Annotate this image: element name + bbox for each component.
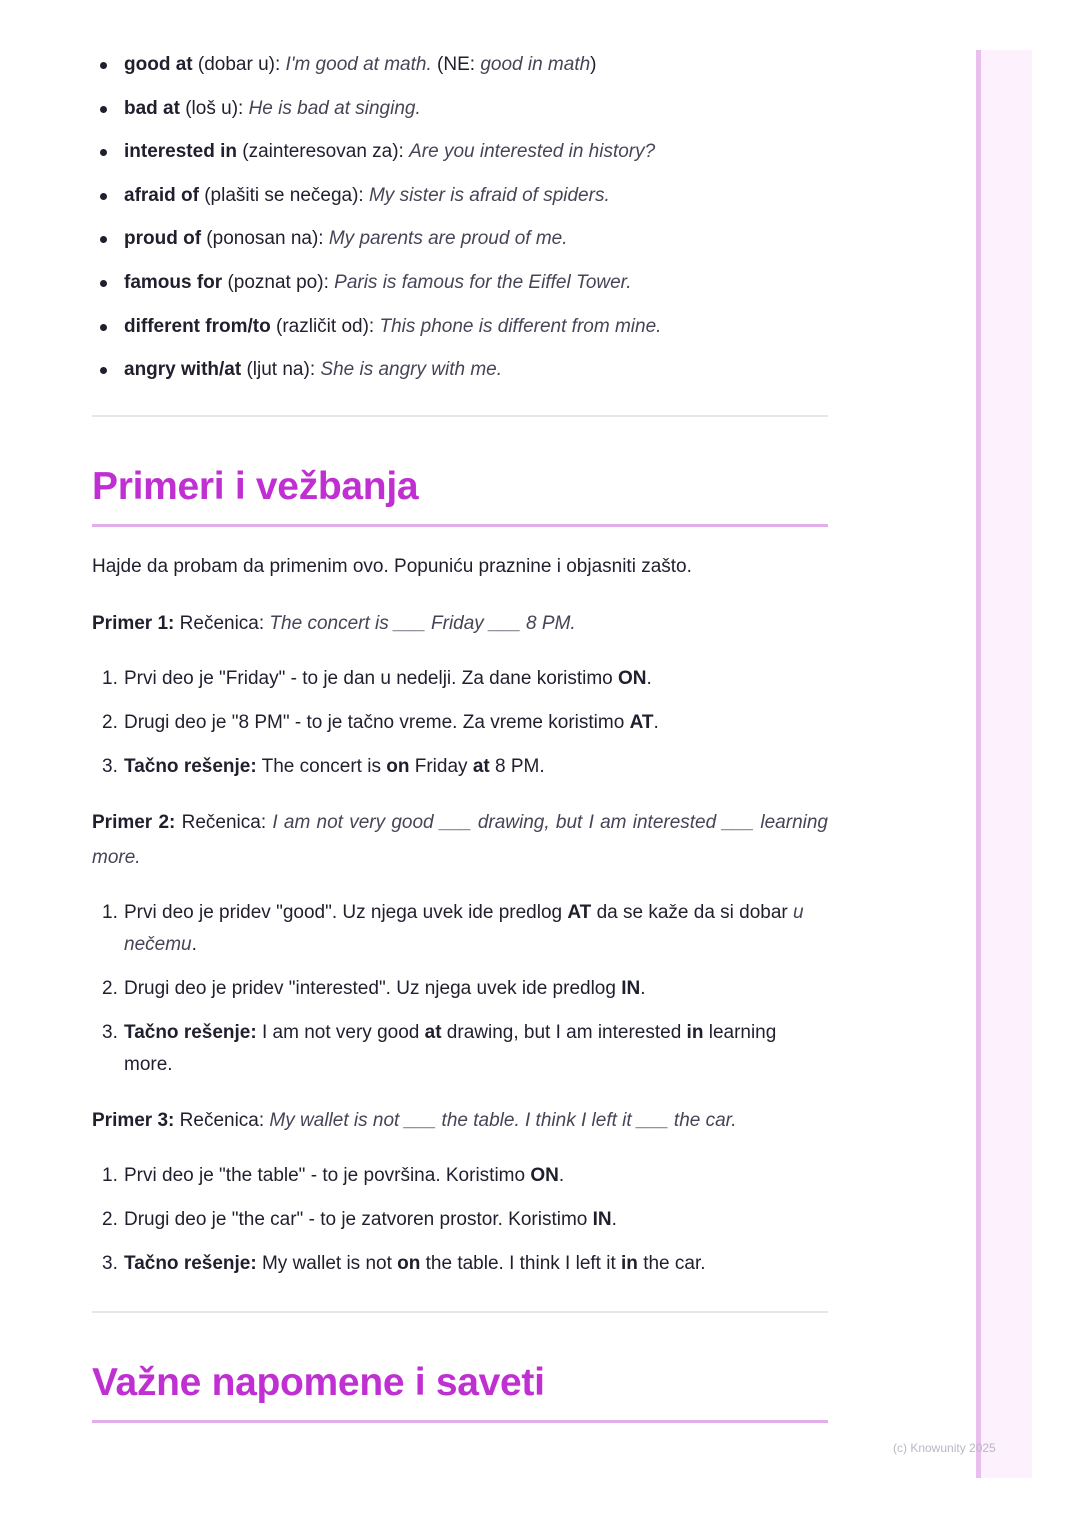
step-text: Prvi deo je pridev "good". Uz njega uvek ide predlog	[124, 902, 568, 924]
list-item	[92, 50, 828, 80]
sentence-text: My wallet is not ___ the table. I think I left it ___ the car.	[269, 1110, 737, 1132]
step-item	[92, 1248, 828, 1280]
step-text: da se kaže da si dobar	[591, 902, 794, 924]
step-number: 3.	[102, 756, 118, 778]
answer: ON	[530, 1165, 559, 1187]
intro-paragraph: Hajde da probam da primenim ovo. Popuniću praznine i objasniti zašto.	[92, 556, 692, 578]
answer: IN	[592, 1209, 612, 1231]
sentence-text: I am not very good ___ drawing, but I am interested ___ learning more.	[92, 812, 828, 869]
example-sentence	[92, 805, 828, 875]
term: afraid of	[124, 184, 199, 206]
step-text: Prvi deo je "the table" - to je površina. Koristimo	[124, 1165, 531, 1187]
adjective-preposition-list	[92, 50, 828, 385]
step-number: 1.	[102, 1165, 118, 1187]
answer: AT	[629, 712, 654, 734]
answer: in	[621, 1253, 638, 1275]
example: Paris is famous for the Eiffel Tower.	[334, 271, 632, 293]
answer: ON	[618, 668, 647, 690]
example: This phone is different from mine.	[379, 315, 662, 337]
example-sentence	[92, 606, 828, 641]
step-item	[92, 1204, 828, 1236]
gloss: (zainteresovan za):	[236, 141, 410, 163]
step-text: Friday	[409, 756, 473, 778]
list-item	[92, 355, 828, 385]
step-text: learning more.	[124, 1022, 777, 1076]
example-label: Primer 2:	[92, 812, 176, 834]
example: I'm good at math.	[285, 54, 432, 75]
step-text: .	[640, 978, 646, 1000]
step-text: I am not very good	[256, 1022, 425, 1044]
step-item	[92, 897, 828, 961]
example: My parents are proud of me.	[328, 228, 568, 250]
step-text: the car.	[637, 1253, 706, 1275]
gloss: (poznat po):	[222, 271, 335, 293]
bullet-icon	[100, 62, 107, 69]
example: Are you interested in history?	[409, 141, 656, 163]
bullet-icon	[100, 236, 107, 243]
bullet-icon	[100, 367, 107, 374]
step-text: Drugi deo je "8 PM" - to je tačno vreme. Za vreme koristimo	[124, 712, 630, 734]
answer: at	[424, 1022, 442, 1044]
answer: on	[397, 1253, 421, 1275]
gloss: (ljut na):	[241, 359, 321, 381]
gloss: (različit od):	[270, 315, 380, 337]
term: good at	[124, 54, 193, 75]
step-number: 3.	[102, 1253, 118, 1275]
bullet-icon	[100, 280, 107, 287]
step-text: Drugi deo je pridev "interested". Uz njega uvek ide predlog	[124, 978, 622, 1000]
step-text: Prvi deo je "Friday" - to je dan u nedelji. Za dane koristimo	[124, 668, 618, 690]
solution-label: Tačno rešenje:	[124, 1022, 257, 1044]
step-text: drawing, but I am interested	[441, 1022, 687, 1044]
list-item	[92, 312, 828, 342]
gloss: (ponosan na):	[201, 228, 329, 250]
step-text: .	[191, 934, 197, 956]
step-item	[92, 663, 828, 695]
sidebar-accent-line	[976, 50, 981, 1478]
step-text: My wallet is not	[256, 1253, 398, 1275]
bullet-icon	[100, 149, 107, 156]
term: different from/to	[124, 315, 271, 337]
section-heading: Primeri i vežbanja	[92, 465, 419, 509]
list-item	[92, 137, 828, 167]
gloss: (loš u):	[179, 97, 249, 119]
page-sidebar	[976, 50, 1032, 1478]
step-text: .	[653, 712, 659, 734]
emphasis: u nečemu	[124, 902, 804, 956]
example: He is bad at singing.	[248, 97, 421, 119]
term: angry with/at	[124, 359, 242, 381]
step-item	[92, 751, 828, 783]
term: interested in	[124, 141, 237, 163]
step-text: .	[611, 1209, 617, 1231]
step-item	[92, 1017, 828, 1081]
bullet-icon	[100, 106, 107, 113]
term: proud of	[124, 228, 202, 250]
step-text: .	[558, 1165, 565, 1187]
answer: on	[386, 756, 410, 778]
divider	[92, 1311, 828, 1313]
step-number: 2.	[102, 712, 118, 734]
example-steps	[92, 897, 828, 1081]
note-suffix: )	[590, 54, 597, 75]
example-sentence	[92, 1103, 828, 1138]
list-item	[92, 268, 828, 298]
term: famous for	[124, 271, 223, 293]
step-text: the table. I think I left it	[420, 1253, 622, 1275]
heading-underline	[92, 524, 828, 527]
answer: in	[686, 1022, 704, 1044]
step-text: Drugi deo je "the car" - to je zatvoren prostor. Koristimo	[124, 1209, 593, 1231]
sentence-prefix: Rečenica:	[175, 812, 273, 834]
step-item	[92, 707, 828, 739]
step-number: 1.	[102, 668, 118, 690]
example-steps	[92, 663, 828, 783]
solution-label: Tačno rešenje:	[124, 1253, 257, 1275]
solution-label: Tačno rešenje:	[124, 756, 257, 778]
gloss: (dobar u):	[192, 54, 286, 75]
list-item	[92, 94, 828, 124]
example-label: Primer 1:	[92, 613, 175, 635]
step-text: .	[646, 668, 652, 690]
divider	[92, 415, 828, 417]
copyright-text: (c) Knowunity 2025	[893, 1441, 996, 1455]
note-prefix: (NE:	[431, 54, 481, 75]
answer: IN	[621, 978, 641, 1000]
section-heading: Važne napomene i saveti	[92, 1361, 545, 1405]
step-text: The concert is	[256, 756, 387, 778]
list-item	[92, 224, 828, 254]
answer: AT	[567, 902, 592, 924]
step-number: 2.	[102, 1209, 118, 1231]
step-number: 1.	[102, 902, 118, 924]
bullet-icon	[100, 324, 107, 331]
answer: at	[472, 756, 490, 778]
step-number: 3.	[102, 1022, 118, 1044]
step-number: 2.	[102, 978, 118, 1000]
heading-underline	[92, 1420, 828, 1423]
step-item	[92, 973, 828, 1005]
sentence-prefix: Rečenica:	[174, 1110, 270, 1132]
document-content	[92, 50, 828, 1423]
example: My sister is afraid of spiders.	[368, 184, 610, 206]
sentence-prefix: Rečenica:	[174, 613, 270, 635]
sentence-text: The concert is ___ Friday ___ 8 PM.	[269, 613, 576, 635]
step-text: 8 PM.	[489, 756, 545, 778]
term: bad at	[124, 97, 180, 119]
example: She is angry with me.	[320, 359, 503, 381]
note-example: good in math	[480, 54, 591, 75]
example-steps	[92, 1160, 828, 1280]
step-item	[92, 1160, 828, 1192]
bullet-icon	[100, 193, 107, 200]
gloss: (plašiti se nečega):	[198, 184, 369, 206]
example-label: Primer 3:	[92, 1110, 175, 1132]
list-item	[92, 181, 828, 211]
